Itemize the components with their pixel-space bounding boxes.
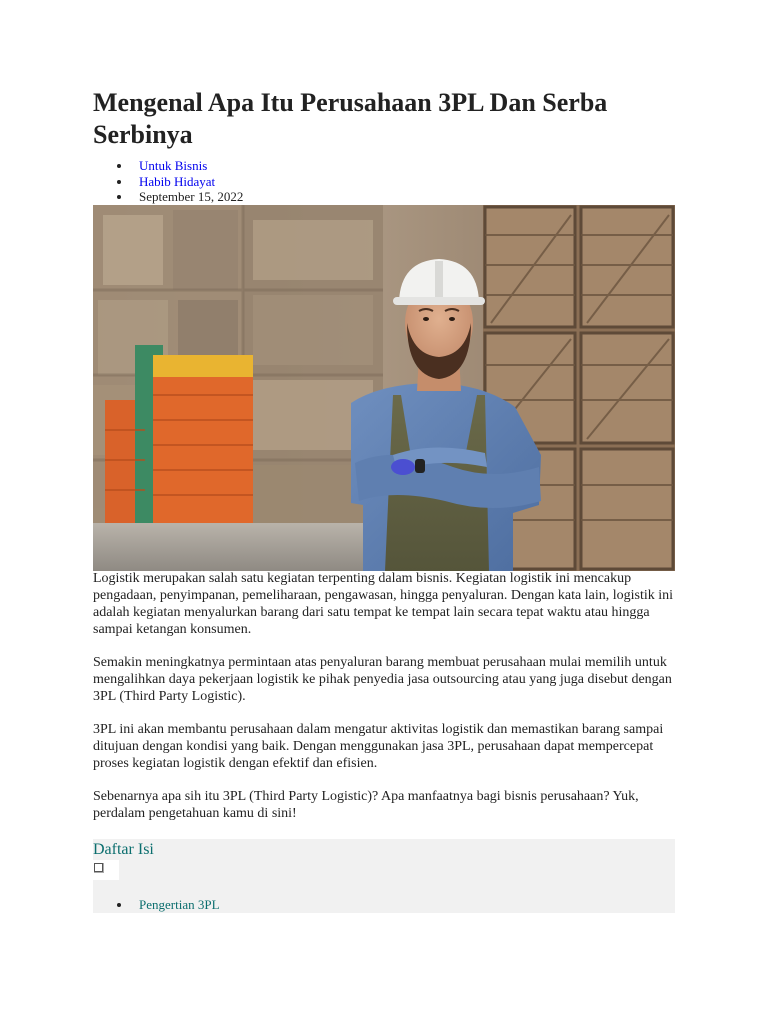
article-body: [93, 570, 675, 838]
article-paragraph: Semakin meningkatnya permintaan atas penyaluran barang membuat perusahaan mulai memilih untuk mengalihkan daya pekerjaan logistik ke pihak penyedia jasa outsourcing atau yang juga disebut dengan 3PL (Third Party Logistic).: [93, 655, 672, 704]
post-date: September 15, 2022: [139, 189, 244, 204]
article-paragraph: 3PL ini akan membantu perusahaan dalam mengatur aktivitas logistik dan memastikan barang sampai ditujuan dengan kondisi yang baik. Dengan menggunakan jasa 3PL, perusahaan dapat mempercepat proses kegiatan logistik dengan efektif dan efisien.: [93, 722, 664, 771]
toc-list: [93, 897, 220, 912]
author-link[interactable]: Habib Hidayat: [139, 173, 216, 189]
post-meta-category: [93, 158, 243, 174]
post-meta-date: [93, 189, 243, 205]
toc-toggle-checkbox[interactable]: [94, 863, 103, 872]
toc-link-pengertian-3pl[interactable]: Pengertian 3PL: [139, 897, 220, 912]
toc-title: Daftar Isi: [93, 841, 154, 858]
warehouse-worker-photo: [93, 205, 675, 571]
post-meta-list: [93, 158, 243, 205]
toc-toggle-area: [93, 860, 119, 880]
post-meta-author: [93, 174, 243, 190]
table-of-contents: [93, 839, 675, 913]
page-title: Mengenal Apa Itu Perusahaan 3PL Dan Serba Serbinya: [93, 88, 608, 149]
article-paragraph: Sebenarnya apa sih itu 3PL (Third Party Logistic)? Apa manfaatnya bagi bisnis perusahaan? Yuk, perdalam pengetahuan kamu di sini!: [93, 789, 639, 821]
article-paragraph: Logistik merupakan salah satu kegiatan terpenting dalam bisnis. Kegiatan logistik ini mencakup pengadaan, penyimpanan, pemeliharaan, pengawasan, hingga penyaluran. Dengan kata lain, logistik ini adalah kegiatan menyalurkan barang dari satu tempat ke tempat lain secara tepat waktu atau hingga sampai ketangan konsumen.: [93, 571, 674, 637]
toc-item: [93, 897, 220, 912]
category-link[interactable]: Untuk Bisnis: [139, 158, 208, 173]
hero-image: [93, 205, 675, 571]
